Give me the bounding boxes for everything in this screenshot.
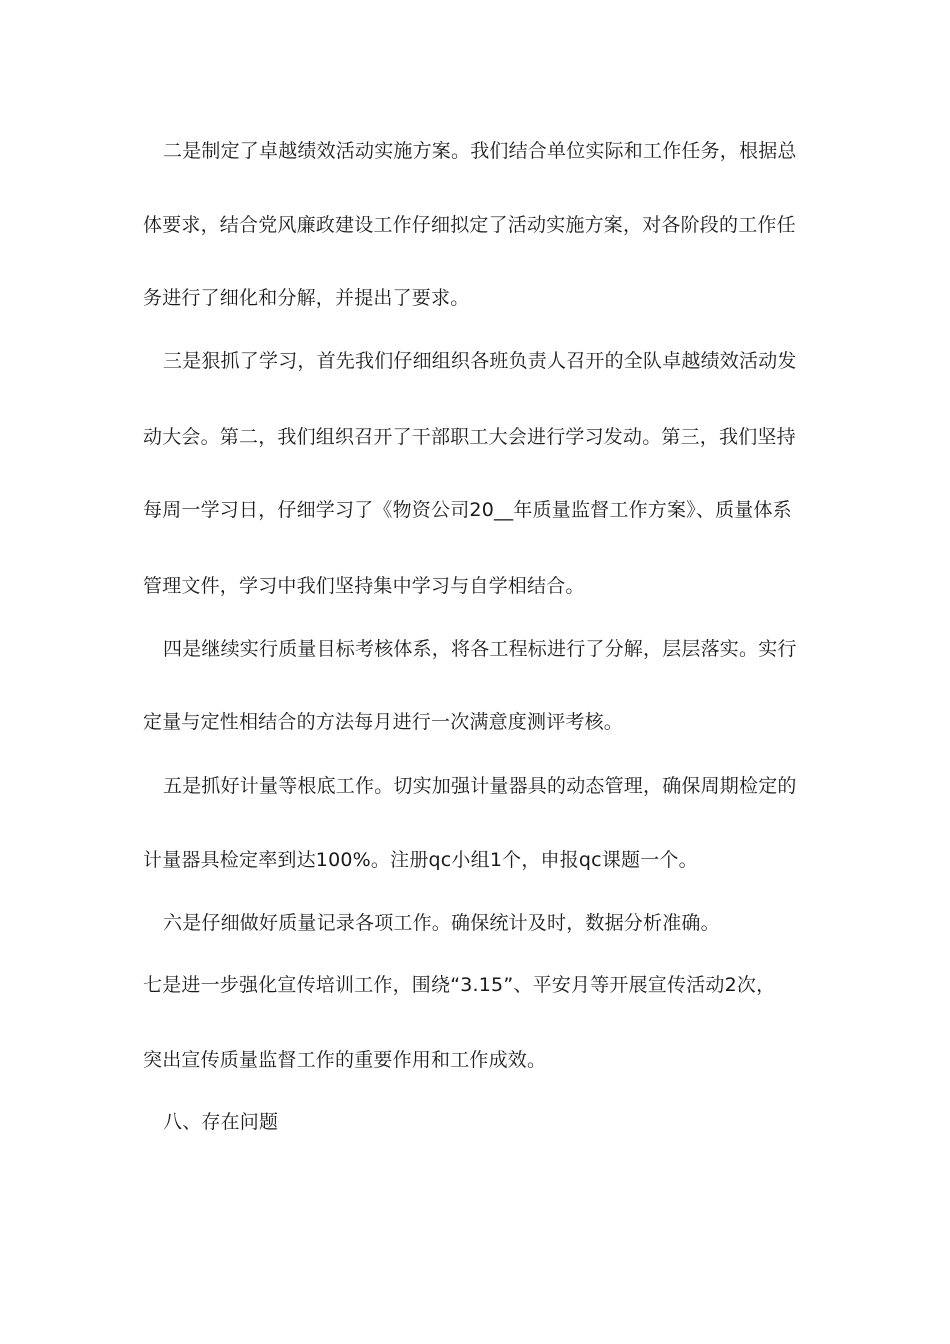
paragraph-line: 体要求，结合党风廉政建设工作仔细拟定了活动实施方案，对各阶段的工作任 [143, 214, 796, 236]
paragraph-line: 计量器具检定率到达100%。注册qc小组1个，申报qc课题一个。 [143, 849, 698, 871]
paragraph-line: 三是狠抓了学习，首先我们仔细组织各班负责人召开的全队卓越绩效活动发 [163, 350, 797, 372]
paragraph-line: 四是继续实行质量目标考核体系，将各工程标进行了分解，层层落实。实行 [163, 638, 797, 660]
paragraph-line: 务进行了细化和分解，并提出了要求。 [143, 287, 470, 309]
paragraph-line: 六是仔细做好质量记录各项工作。确保统计及时，数据分析准确。 [163, 912, 720, 934]
paragraph-line: 五是抓好计量等根底工作。切实加强计量器具的动态管理，确保周期检定的 [163, 775, 797, 797]
section-heading: 八、存在问题 [163, 1111, 279, 1133]
paragraph-line: 动大会。第二，我们组织召开了干部职工大会进行学习发动。第三，我们坚持 [143, 426, 796, 448]
paragraph-line: 定量与定性相结合的方法每月进行一次满意度测评考核。 [143, 711, 624, 733]
paragraph-line: 管理文件，学习中我们坚持集中学习与自学相结合。 [143, 575, 585, 597]
paragraph-line: 二是制定了卓越绩效活动实施方案。我们结合单位实际和工作任务，根据总 [163, 140, 797, 162]
paragraph-line: 七是进一步强化宣传培训工作，围绕“3.15”、平安月等开展宣传活动2次， [143, 974, 776, 996]
paragraph-line: 突出宣传质量监督工作的重要作用和工作成效。 [143, 1049, 547, 1071]
paragraph-line: 每周一学习日，仔细学习了《物资公司20__年质量监督工作方案》、质量体系 [143, 499, 792, 521]
